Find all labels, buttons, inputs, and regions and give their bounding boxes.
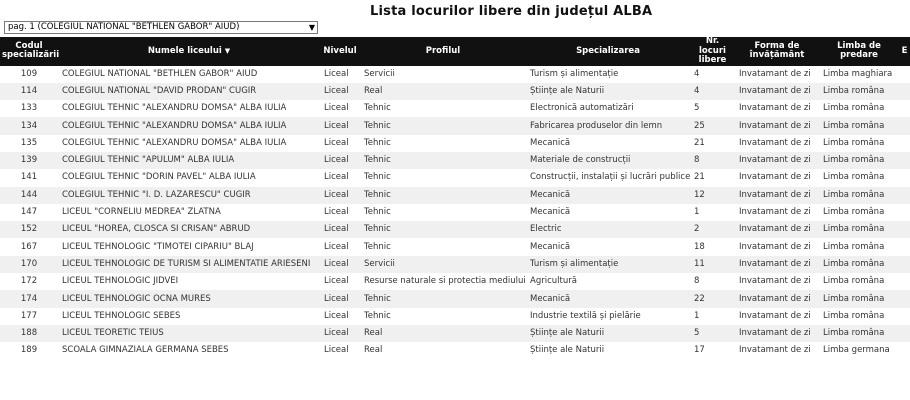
row-form: Invatamant de zi [735, 308, 819, 325]
row-form: Invatamant de zi [735, 221, 819, 238]
row-code: 134 [0, 117, 58, 134]
row-code: 188 [0, 325, 58, 342]
table-row [0, 187, 910, 204]
row-code: 135 [0, 135, 58, 152]
table-header-row [0, 37, 910, 66]
row-form: Invatamant de zi [735, 117, 819, 134]
row-school-name: COLEGIUL TEHNIC "ALEXANDRU DOMSA" ALBA IULIA [58, 135, 320, 152]
row-specialization: Electronică automatizări [526, 100, 690, 117]
col-header-name[interactable] [58, 37, 320, 66]
row-language: Limba româna [819, 100, 899, 117]
row-level: Liceal [320, 100, 360, 117]
row-language: Limba maghiara [819, 66, 899, 83]
row-extra [899, 290, 910, 307]
table-row [0, 152, 910, 169]
row-language: Limba româna [819, 204, 899, 221]
row-specialization: Mecanică [526, 238, 690, 255]
col-header-language[interactable]: Limba de predare [819, 37, 899, 66]
row-places: 4 [690, 83, 735, 100]
row-extra [899, 117, 910, 134]
page-select[interactable] [4, 21, 318, 34]
row-level: Liceal [320, 117, 360, 134]
row-places: 22 [690, 290, 735, 307]
row-form: Invatamant de zi [735, 290, 819, 307]
row-level: Liceal [320, 169, 360, 186]
table-row [0, 308, 910, 325]
row-profile: Tehnic [360, 308, 526, 325]
table-row [0, 135, 910, 152]
row-profile: Tehnic [360, 204, 526, 221]
table-row [0, 221, 910, 238]
row-places: 18 [690, 238, 735, 255]
row-places: 5 [690, 325, 735, 342]
row-code: 174 [0, 290, 58, 307]
row-form: Invatamant de zi [735, 83, 819, 100]
row-language: Limba româna [819, 221, 899, 238]
row-places: 2 [690, 221, 735, 238]
row-profile: Tehnic [360, 187, 526, 204]
row-extra [899, 187, 910, 204]
row-specialization: Mecanică [526, 290, 690, 307]
row-profile: Resurse naturale si protectia mediului [360, 273, 526, 290]
row-code: 133 [0, 100, 58, 117]
table-row [0, 66, 910, 83]
row-school-name: LICEUL TEHNOLOGIC SEBES [58, 308, 320, 325]
row-school-name: LICEUL TEHNOLOGIC OCNA MURES [58, 290, 320, 307]
row-level: Liceal [320, 308, 360, 325]
row-level: Liceal [320, 221, 360, 238]
row-school-name: LICEUL TEORETIC TEIUS [58, 325, 320, 342]
row-form: Invatamant de zi [735, 187, 819, 204]
table-row [0, 325, 910, 342]
row-specialization: Mecanică [526, 187, 690, 204]
row-code: 147 [0, 204, 58, 221]
row-extra [899, 204, 910, 221]
row-school-name: LICEUL "HOREA, CLOSCA SI CRISAN" ABRUD [58, 221, 320, 238]
col-header-level[interactable]: Nivelul [320, 37, 360, 66]
row-specialization: Mecanică [526, 204, 690, 221]
row-profile: Servicii [360, 256, 526, 273]
row-extra [899, 342, 910, 359]
row-code: 141 [0, 169, 58, 186]
col-header-extra[interactable]: E [899, 37, 910, 66]
row-level: Liceal [320, 238, 360, 255]
row-places: 8 [690, 273, 735, 290]
table-row [0, 273, 910, 290]
row-code: 189 [0, 342, 58, 359]
row-profile: Real [360, 342, 526, 359]
row-places: 21 [690, 135, 735, 152]
row-profile: Tehnic [360, 100, 526, 117]
row-extra [899, 238, 910, 255]
row-form: Invatamant de zi [735, 238, 819, 255]
row-specialization: Științe ale Naturii [526, 342, 690, 359]
row-form: Invatamant de zi [735, 66, 819, 83]
row-form: Invatamant de zi [735, 342, 819, 359]
row-level: Liceal [320, 204, 360, 221]
row-school-name: COLEGIUL TEHNIC "APULUM" ALBA IULIA [58, 152, 320, 169]
row-places: 1 [690, 204, 735, 221]
row-school-name: LICEUL "CORNELIU MEDREA" ZLATNA [58, 204, 320, 221]
row-form: Invatamant de zi [735, 152, 819, 169]
row-places: 5 [690, 100, 735, 117]
row-school-name: SCOALA GIMNAZIALA GERMANA SEBES [58, 342, 320, 359]
row-profile: Tehnic [360, 135, 526, 152]
row-language: Limba româna [819, 325, 899, 342]
row-code: 172 [0, 273, 58, 290]
row-places: 21 [690, 169, 735, 186]
row-places: 11 [690, 256, 735, 273]
row-level: Liceal [320, 83, 360, 100]
row-places: 12 [690, 187, 735, 204]
row-specialization: Electric [526, 221, 690, 238]
row-extra [899, 66, 910, 83]
row-specialization: Științe ale Naturii [526, 83, 690, 100]
col-header-code[interactable]: Codul specializării [0, 37, 58, 66]
row-form: Invatamant de zi [735, 273, 819, 290]
row-school-name: COLEGIUL NATIONAL "BETHLEN GABOR" AIUD [58, 66, 320, 83]
row-specialization: Științe ale Naturii [526, 325, 690, 342]
row-code: 144 [0, 187, 58, 204]
row-school-name: COLEGIUL TEHNIC "DORIN PAVEL" ALBA IULIA [58, 169, 320, 186]
table-row [0, 342, 910, 359]
row-specialization: Construcții, instalații și lucrări publice [526, 169, 690, 186]
table-row [0, 204, 910, 221]
row-level: Liceal [320, 273, 360, 290]
row-specialization: Turism și alimentație [526, 256, 690, 273]
table-row [0, 117, 910, 134]
row-form: Invatamant de zi [735, 169, 819, 186]
row-profile: Real [360, 83, 526, 100]
row-form: Invatamant de zi [735, 204, 819, 221]
row-extra [899, 169, 910, 186]
row-form: Invatamant de zi [735, 256, 819, 273]
row-places: 4 [690, 66, 735, 83]
row-language: Limba româna [819, 83, 899, 100]
table-row [0, 256, 910, 273]
row-code: 139 [0, 152, 58, 169]
row-profile: Tehnic [360, 152, 526, 169]
row-language: Limba româna [819, 187, 899, 204]
row-specialization: Materiale de construcții [526, 152, 690, 169]
col-header-profile[interactable]: Profilul [360, 37, 526, 66]
row-profile: Tehnic [360, 221, 526, 238]
row-extra [899, 256, 910, 273]
page-select-value: pag. 1 (COLEGIUL NATIONAL "BETHLEN GABOR" AIUD) [8, 22, 240, 32]
row-level: Liceal [320, 325, 360, 342]
col-header-name-label: Numele liceului [147, 45, 222, 56]
row-extra [899, 152, 910, 169]
row-level: Liceal [320, 152, 360, 169]
row-extra [899, 83, 910, 100]
row-specialization: Agricultură [526, 273, 690, 290]
row-profile: Tehnic [360, 238, 526, 255]
row-level: Liceal [320, 290, 360, 307]
row-level: Liceal [320, 256, 360, 273]
row-profile: Tehnic [360, 117, 526, 134]
row-level: Liceal [320, 342, 360, 359]
row-school-name: COLEGIUL TEHNIC "ALEXANDRU DOMSA" ALBA IULIA [58, 100, 320, 117]
row-places: 1 [690, 308, 735, 325]
row-profile: Tehnic [360, 169, 526, 186]
row-language: Limba româna [819, 238, 899, 255]
row-language: Limba româna [819, 152, 899, 169]
row-extra [899, 135, 910, 152]
col-header-places[interactable]: Nr. locuri libere [690, 37, 735, 66]
row-language: Limba germana [819, 342, 899, 359]
table-row [0, 238, 910, 255]
row-profile: Servicii [360, 66, 526, 83]
row-school-name: LICEUL TEHNOLOGIC JIDVEI [58, 273, 320, 290]
row-language: Limba româna [819, 308, 899, 325]
row-school-name: COLEGIUL NATIONAL "DAVID PRODAN" CUGIR [58, 83, 320, 100]
row-code: 152 [0, 221, 58, 238]
row-profile: Tehnic [360, 290, 526, 307]
row-language: Limba româna [819, 135, 899, 152]
row-specialization: Mecanică [526, 135, 690, 152]
row-profile: Real [360, 325, 526, 342]
chevron-down-icon: ▼ [308, 23, 315, 32]
vacancies-table [0, 37, 910, 360]
row-level: Liceal [320, 135, 360, 152]
page-title: Lista locurilor libere din județul ALBA [370, 4, 653, 19]
row-places: 8 [690, 152, 735, 169]
row-extra [899, 308, 910, 325]
table-row [0, 83, 910, 100]
row-school-name: COLEGIUL TEHNIC "I. D. LAZARESCU" CUGIR [58, 187, 320, 204]
row-school-name: LICEUL TEHNOLOGIC "TIMOTEI CIPARIU" BLAJ [58, 238, 320, 255]
row-specialization: Fabricarea produselor din lemn [526, 117, 690, 134]
row-code: 114 [0, 83, 58, 100]
row-language: Limba româna [819, 290, 899, 307]
row-specialization: Turism și alimentație [526, 66, 690, 83]
row-extra [899, 273, 910, 290]
row-school-name: LICEUL TEHNOLOGIC DE TURISM SI ALIMENTATIE ARIESENI [58, 256, 320, 273]
sort-desc-icon: ▼ [224, 46, 231, 55]
row-level: Liceal [320, 187, 360, 204]
table-row [0, 290, 910, 307]
table-row [0, 100, 910, 117]
row-code: 167 [0, 238, 58, 255]
row-language: Limba româna [819, 117, 899, 134]
row-extra [899, 325, 910, 342]
row-form: Invatamant de zi [735, 100, 819, 117]
row-extra [899, 221, 910, 238]
row-language: Limba româna [819, 169, 899, 186]
row-school-name: COLEGIUL TEHNIC "ALEXANDRU DOMSA" ALBA IULIA [58, 117, 320, 134]
row-specialization: Industrie textilă și pielărie [526, 308, 690, 325]
row-extra [899, 100, 910, 117]
row-code: 177 [0, 308, 58, 325]
row-language: Limba româna [819, 256, 899, 273]
table-row [0, 169, 910, 186]
row-places: 25 [690, 117, 735, 134]
row-code: 170 [0, 256, 58, 273]
row-language: Limba româna [819, 273, 899, 290]
row-form: Invatamant de zi [735, 325, 819, 342]
row-code: 109 [0, 66, 58, 83]
row-places: 17 [690, 342, 735, 359]
row-form: Invatamant de zi [735, 135, 819, 152]
col-header-spec[interactable]: Specializarea [526, 37, 690, 66]
col-header-form[interactable]: Forma de învățământ [735, 37, 819, 66]
row-level: Liceal [320, 66, 360, 83]
